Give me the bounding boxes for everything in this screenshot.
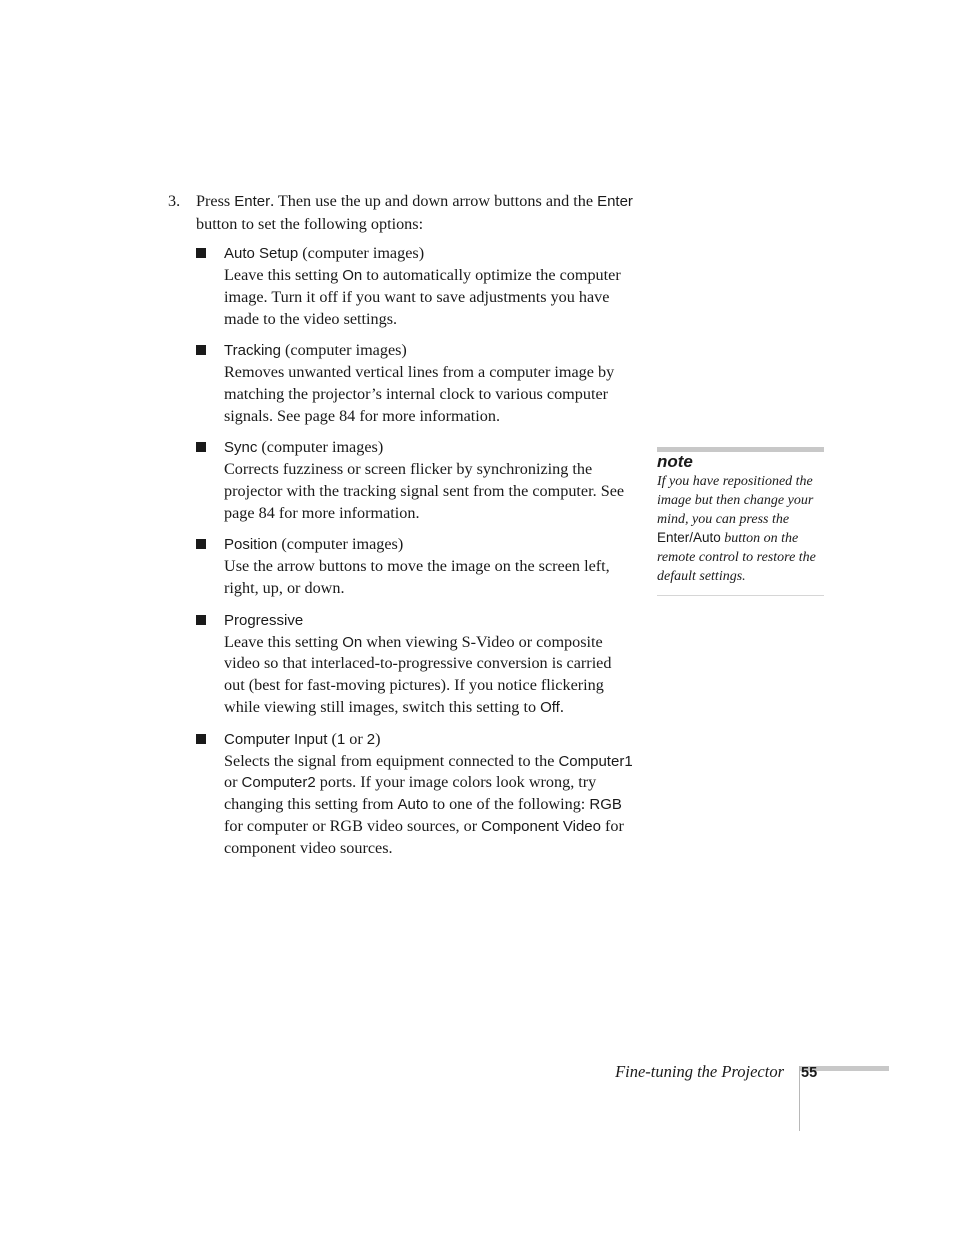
option-heading: Computer Input (1 or 2) [224,729,381,748]
key-enter: Enter [234,193,271,210]
option-heading: Tracking (computer images) [224,341,407,360]
option-heading [224,610,636,632]
note-body: If you have repositioned the image but then change your mind, you can press the Enter/Auto button on the remote control to restore the default settings. [657,474,816,584]
option-computer-input [196,729,636,860]
note-bottom-rule [657,595,824,596]
option-auto-setup [196,243,636,331]
option-description: Corrects fuzziness or screen flicker by synchronizing the projector with the tracking signal sent from the computer. See page 84 for more information. [224,460,625,522]
option-heading: Position (computer images) [224,535,404,554]
option-description: Removes unwanted vertical lines from a computer image by matching the projector’s internal clock to various computer signals. See page 84 for more information. [224,363,615,425]
step-instruction: Press Enter. Then use the up and down arrow buttons and the Enter button to set the following options: [196,192,633,233]
page-number: 55 [801,1065,818,1081]
bullet-icon [196,615,206,625]
key-enter-auto: Enter/Auto [657,530,721,546]
option-sync [196,437,636,525]
bullet-icon [196,248,206,258]
option-heading: Sync (computer images) [224,438,384,457]
key-enter: Enter [597,193,633,210]
bullet-icon [196,442,206,452]
option-tracking [196,340,636,428]
bullet-icon [196,345,206,355]
option-position [196,534,636,600]
option-description: Leave this setting On when viewing S-Video or composite video so that interlaced-to-progressive conversion is carried out (best for fast-moving pictures). If you notice flickering while viewing still images, switch this setting to Off. [224,632,612,717]
option-description: Selects the signal from equipment connected to the Computer1 or Computer2 ports. If your image colors look wrong, try changing this setting from Auto to one of the following: RGB for computer or RGB video sources, or Component Video for component video sources. [224,751,633,858]
bullet-icon [196,539,206,549]
option-heading: Auto Setup (computer images) [224,244,425,262]
note-title: note [657,452,693,471]
step-3 [168,190,638,235]
option-label: Computer Input [224,730,328,748]
step-number: 3. [168,192,181,210]
footer-divider [799,1066,800,1131]
option-label: Auto Setup [224,245,299,262]
option-label: Progressive [224,611,304,629]
option-list [196,243,636,870]
option-label: Tracking [224,342,281,360]
footer-section-title: Fine-tuning the Projector [615,1062,784,1081]
bullet-icon [196,734,206,744]
option-progressive [196,610,636,720]
option-description: Use the arrow buttons to move the image on the screen left, right, up, or down. [224,557,610,598]
option-label: Position [224,536,278,554]
option-label: Sync [224,439,258,457]
option-description: Leave this setting On to automatically optimize the computer image. Turn it off if you want to save adjustments you have made to the video settings. [224,265,621,328]
